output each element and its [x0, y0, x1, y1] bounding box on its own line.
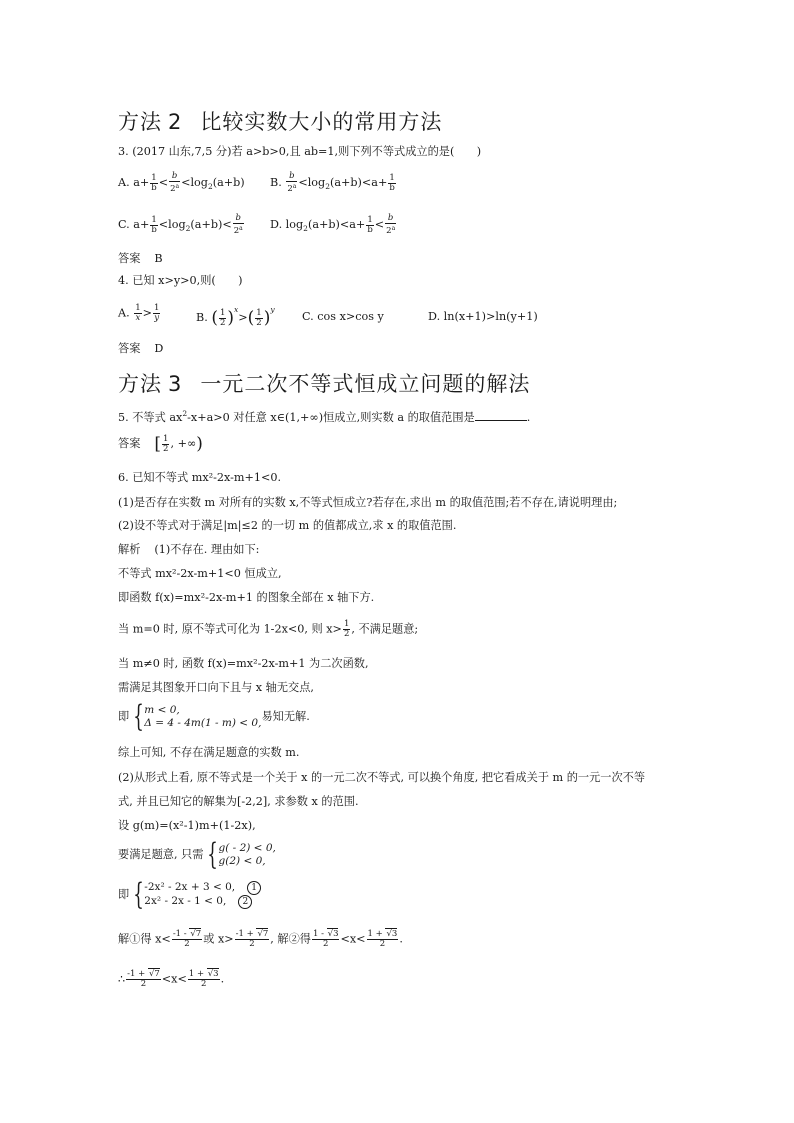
solution-line-1: (1)不存在. 理由如下: — [154, 543, 260, 556]
question-4-stem: 4. 已知 x>y>0,则( ) — [118, 274, 243, 287]
circled-number-2: 2 — [238, 895, 252, 909]
system-line-1: m < 0, — [144, 704, 180, 716]
answer-value: D — [154, 342, 164, 355]
question-5-stem: 5. 不等式 $ax^2-x+a>0$ 对任意 x∈(1,+∞)恒成立,则实数 a 的取值范围是 . — [118, 409, 531, 424]
q3-option-b: B. $\frac{b}{2^a}$ $<\log_2(a+b)<a+$ $\frac{1}{b}$ — [270, 171, 395, 194]
q3-option-a: A. a+ $\frac{1}{b}$ < $\frac{b}{2^a}$ $<\log_2(a+b)$ — [118, 171, 245, 194]
q4-option-c: C. cos x>cos y — [302, 310, 384, 323]
solution-conclusion: ∴ $\frac{-1 + √7}{2}$ <x< $\frac{1 + √3}{2}$ . — [118, 969, 225, 989]
solution-line-5: 当 m≠0 时, 函数 f(x)=mx²-2x-m+1 为二次函数, — [118, 657, 369, 670]
section-label: 方法 — [118, 372, 162, 396]
solution-line-3: 即函数 f(x)=mx²-2x-m+1 的图象全部在 x 轴下方. — [118, 591, 375, 604]
system-prefix: 即 — [118, 888, 130, 901]
solution-line-14-a: 解①得 x< — [118, 932, 171, 946]
solution-start — [118, 542, 259, 558]
answer-label: 答案 — [118, 252, 141, 265]
system-line-2: 2x² - 2x - 1 < 0, — [144, 895, 227, 907]
q5-stem-part-1: 5. 不等式 ax — [118, 411, 183, 424]
solution-line-10: 式, 并且已知它的解集为[-2,2], 求参数 x 的范围. — [118, 795, 359, 808]
solution-system-3: 即 { -2x² - 2x + 3 < 0, 1 2x² - 2x - 1 < 0, 2 — [118, 880, 261, 910]
q4-option-d: D. ln(x+1)>ln(y+1) — [428, 310, 538, 323]
solution-label: 解析 — [118, 543, 141, 556]
system-line-2: Δ = 4 - 4m(1 - m) < 0, — [144, 717, 262, 729]
solution-system-2: 要满足题意, 只需 { g( - 2) < 0, g(2) < 0, — [118, 837, 276, 872]
solution-line-8: 综上可知, 不存在满足题意的实数 m. — [118, 746, 300, 759]
q3-option-c: C. a+ $\frac{1}{b}$ $<\log_2(a+b)<$ $\frac{b}{2^a}$ — [118, 213, 243, 236]
answer-blank — [475, 410, 527, 421]
section-title: 一元二次不等式恒成立问题的解法 — [200, 372, 531, 396]
answer-label: 答案 — [118, 342, 141, 355]
circled-number-1: 1 — [247, 881, 261, 895]
system-prefix: 要满足题意, 只需 — [118, 848, 204, 861]
solution-line-4: 当 m=0 时, 原不等式可化为 1-2x<0, 则 x> $\frac{1}{2}$ , 不满足题意; — [118, 619, 419, 639]
q3-option-d: D. $\log_2(a+b)<a+$ $\frac{1}{b}$ < $\frac{b}{2^a}$ — [270, 213, 396, 236]
system-line-1: -2x² - 2x + 3 < 0, — [144, 881, 236, 893]
solution-line-14-b: 或 x> — [203, 932, 234, 946]
q4-option-a: A. $\frac{1}{x}$ > $\frac{1}{y}$ — [118, 303, 160, 323]
solution-line-4-text: 当 m=0 时, 原不等式可化为 1-2x<0, 则 x> — [118, 622, 342, 636]
conclusion-relation: <x< — [161, 972, 187, 986]
q5-stem-part-2: -x+a>0 对任意 x∈(1,+∞)恒成立,则实数 a 的取值范围是 — [187, 411, 475, 424]
system-suffix: 易知无解. — [261, 710, 310, 723]
solution-line-6: 需满足其图象开口向下且与 x 轴无交点, — [118, 681, 314, 694]
q4-answer — [118, 340, 163, 356]
section-title: 比较实数大小的常用方法 — [200, 110, 443, 134]
answer-label: 答案 — [118, 437, 141, 450]
system-line-1: g( - 2) < 0, — [218, 842, 276, 854]
system-prefix: 即 — [118, 710, 130, 723]
question-6-part-2: (2)设不等式对于满足|m|≤2 的一切 m 的值都成立,求 x 的取值范围. — [118, 519, 457, 532]
solution-line-14-c: , 解②得 — [270, 932, 311, 946]
solution-line-14: 解①得 x< $\frac{-1 - √7}{2}$ 或 x> $\frac{-1 + √7}{2}$ , 解②得 $\frac{1 - √3}{2}$ <x< $\frac{1 + √3}{2}$ . — [118, 929, 403, 949]
q3-answer — [118, 250, 163, 266]
solution-line-11: 设 g(m)=(x²-1)m+(1-2x), — [118, 819, 256, 832]
solution-line-14-d: <x< — [340, 932, 366, 946]
question-6-stem: 6. 已知不等式 mx²-2x-m+1<0. — [118, 471, 282, 484]
section-label: 方法 — [118, 110, 162, 134]
solution-line-2: 不等式 mx²-2x-m+1<0 恒成立, — [118, 567, 282, 580]
section-number: 2 — [168, 110, 183, 134]
question-3-stem: 3. (2017 山东,7,5 分)若 a>b>0,且 ab=1,则下列不等式成立的是( ) — [118, 145, 482, 158]
solution-line-4-tail: , 不满足题意; — [351, 622, 419, 636]
q4-option-b: B. ( $\frac{1}{2}$ )$^x$>( $\frac{1}{2}$ )$^y$ — [196, 305, 275, 328]
q5-answer: 答案 [ $\frac{1}{2}$ , +∞) — [118, 433, 203, 454]
solution-system-1: 即 { m < 0, Δ = 4 - 4m(1 - m) < 0, 易知无解. — [118, 699, 310, 734]
section-heading-method-2 — [118, 106, 442, 136]
section-number: 3 — [168, 372, 183, 396]
system-line-2: g(2) < 0, — [218, 855, 266, 867]
therefore-symbol: ∴ — [118, 972, 126, 986]
solution-line-9: (2)从形式上看, 原不等式是一个关于 x 的一元二次不等式, 可以换个角度, 把它看成关于 m 的一元一次不等 — [118, 771, 646, 784]
question-6-part-1: (1)是否存在实数 m 对所有的实数 x,不等式恒成立?若存在,求出 m 的取值范围;若不存在,请说明理由; — [118, 496, 618, 509]
section-heading-method-3 — [118, 368, 530, 398]
answer-value: B — [154, 252, 163, 265]
